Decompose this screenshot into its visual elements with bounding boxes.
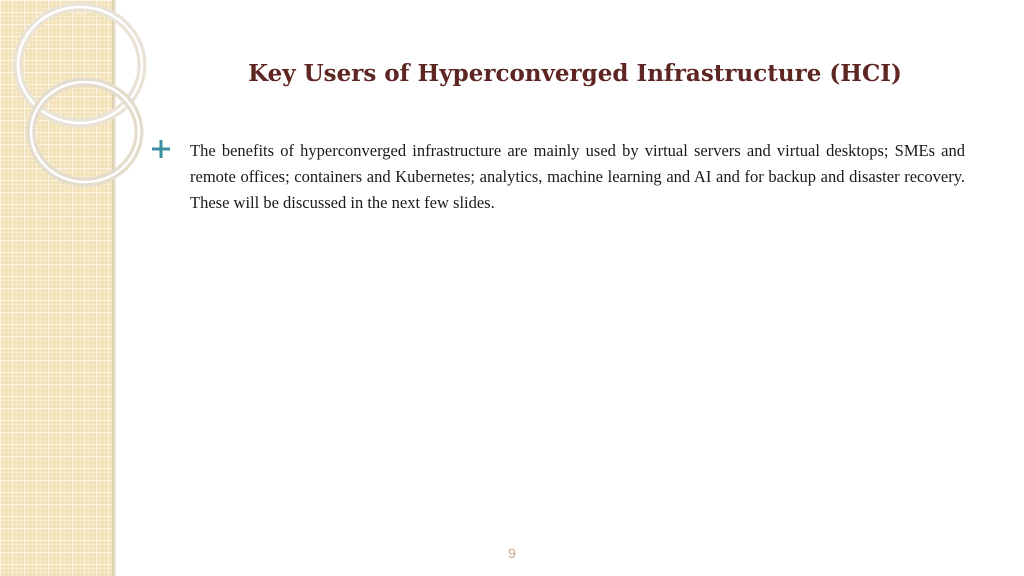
plus-icon	[150, 138, 172, 160]
slide-title: Key Users of Hyperconverged Infrastructure (HCI)	[248, 60, 902, 87]
page-number: 9	[508, 545, 516, 561]
bullet-text: The benefits of hyperconverged infrastructure are mainly used by virtual servers and virtual desktops; SMEs and remote offices; containers and Kubernetes; analytics, machine learning and AI and for backup and disaster recovery. These will be discussed in the next few slides.	[190, 141, 965, 212]
bullet-item	[150, 138, 965, 216]
